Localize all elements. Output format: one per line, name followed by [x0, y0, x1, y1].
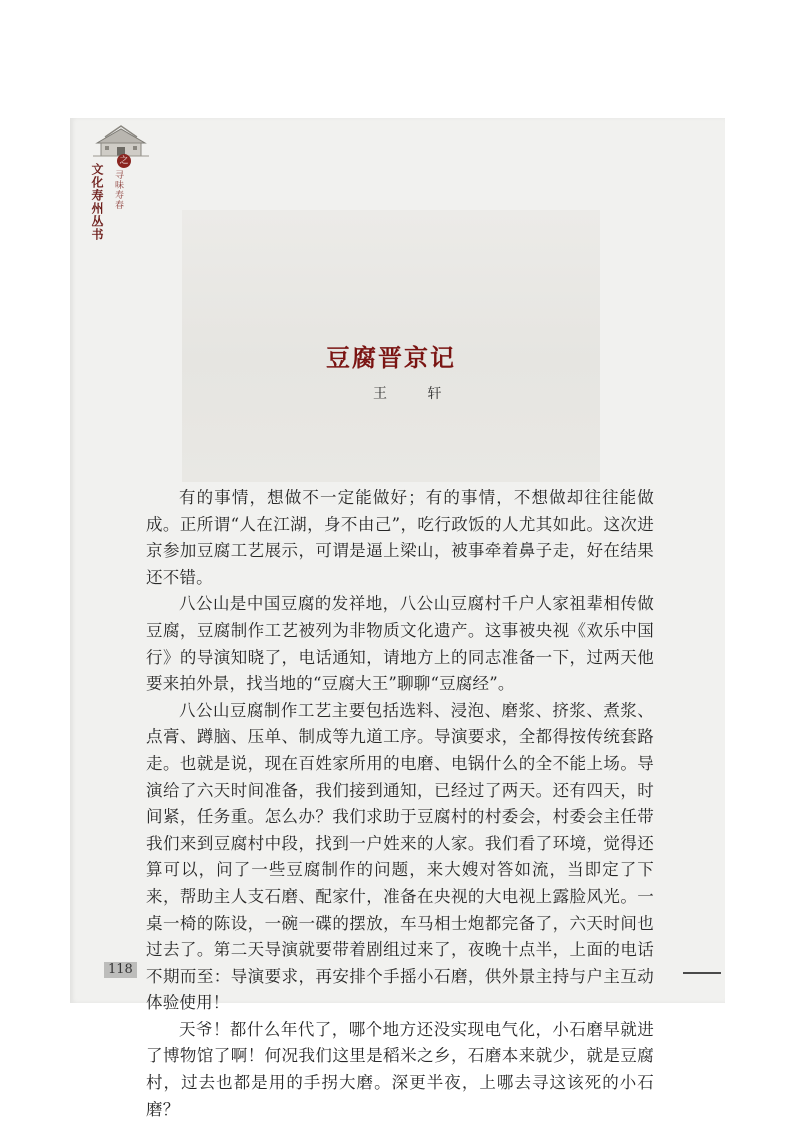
series-title: 文化寿州丛书 — [90, 163, 104, 241]
series-subtitle: 寻味寿春 — [113, 170, 123, 210]
article-title: 豆腐晋京记 — [326, 343, 456, 372]
paragraph: 有的事情，想做不一定能做好；有的事情，不想做却往往能做成。正所谓“人在江湖，身不由己”，吃行政饭的人尤其如此。这次进京参加豆腐工艺展示，可谓是逼上梁山，被事牵着鼻子走，好在结果还不错。 — [146, 488, 654, 587]
paragraph: 八公山豆腐制作工艺主要包括选料、浸泡、磨浆、挤浆、煮浆、点膏、蹲脑、压单、制成等九道工序。导演要求，全都得按传统套路走。也就是说，现在百姓家所用的电磨、电锅什么的全不能上场。导演给了六天时间准备，我们接到通知，已经过了两天。还有四天，时间紧，任务重。怎么办？我们求助于豆腐村的村委会，村委会主任带我们来到豆腐村中段，找到一户姓来的人家。我们看了环境，觉得还算可以，问了一些豆腐制作的问题，来大嫂对答如流，当即定了下来，帮助主人支石磨、配家什，准备在央视的大电视上露脸风光。一桌一椅的陈设，一碗一碟的摆放，车马相士炮都完备了，六天时间也过去了。第二天导演就要带着剧组过来了，夜晚十点半，上面的电话不期而至：导演要求，再安排个手摇小石磨，供外景主持与户主互动体验使用！ — [146, 700, 654, 1013]
paragraph: 天爷！都什么年代了，哪个地方还没实现电气化，小石磨早就进了博物馆了啊！何况我们这里是稻米之乡，石磨本来就少，就是豆腐村，过去也都是用的手拐大磨。深更半夜，上哪去寻这该死的小石磨？ — [146, 1019, 654, 1119]
paragraph: 八公山是中国豆腐的发祥地，八公山豆腐村千户人家祖辈相传做豆腐，豆腐制作工艺被列为非物质文化遗产。这事被央视《欢乐中国行》的导演知晓了，电话通知，请地方上的同志准备一下，过两天他要来拍外景，找当地的“豆腐大王”聊聊“豆腐经”。 — [146, 594, 654, 694]
article-body — [146, 485, 654, 1123]
page-edge-mark — [683, 972, 721, 974]
series-seal: 之 — [117, 154, 131, 168]
article-author: 王 轩 — [373, 386, 460, 402]
page-number: 118 — [104, 962, 137, 978]
